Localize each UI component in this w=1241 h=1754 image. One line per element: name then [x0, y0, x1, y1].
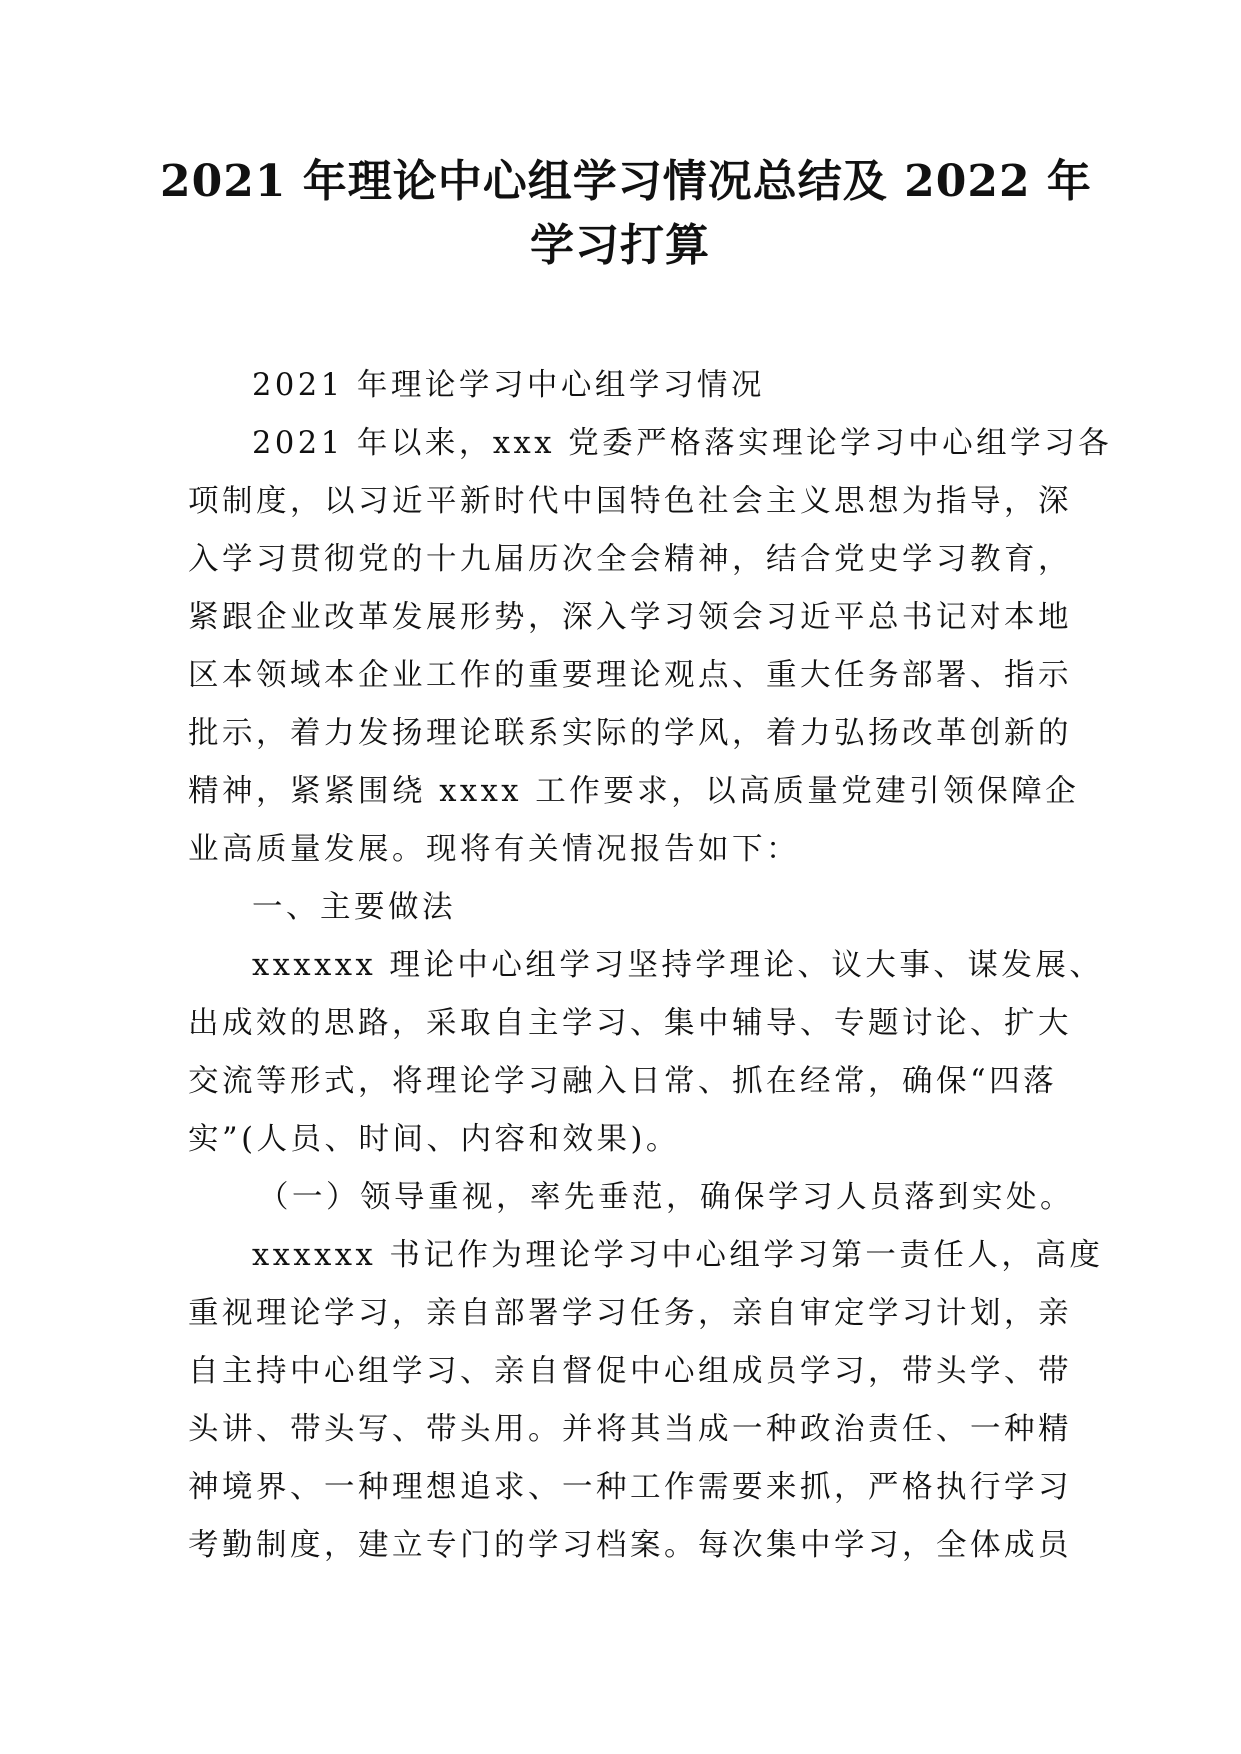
- paragraph-line: 出成效的思路，采取自主学习、集中辅导、专题讨论、扩大: [188, 1006, 1072, 1041]
- paragraph-line: 交流等形式，将理论学习融入日常、抓在经常，确保“四落: [188, 1064, 1058, 1099]
- paragraph-line: xxxxxx 理论中心组学习坚持学理论、议大事、谋发展、: [252, 948, 1104, 983]
- paragraph-line: 业高质量发展。现将有关情况报告如下：: [188, 832, 800, 867]
- paragraph-line: 项制度，以习近平新时代中国特色社会主义思想为指导，深: [188, 484, 1072, 519]
- section-heading-2021-study: 2021 年理论学习中心组学习情况: [252, 368, 765, 403]
- title-line-2: 学习打算: [530, 220, 710, 271]
- paragraph-line: 重视理论学习，亲自部署学习任务，亲自审定学习计划，亲: [188, 1296, 1072, 1331]
- paragraph-line: 精神，紧紧围绕 xxxx 工作要求，以高质量党建引领保障企: [188, 774, 1080, 809]
- paragraph-line: 神境界、一种理想追求、一种工作需要来抓，严格执行学习: [188, 1470, 1072, 1505]
- section-heading-main-practices: 一、主要做法: [252, 890, 456, 925]
- paragraph-line: xxxxxx 书记作为理论学习中心组学习第一责任人，高度: [252, 1238, 1104, 1273]
- document-body: [188, 357, 1113, 1575]
- title-line-1: 2021 年理论中心组学习情况总结及 2022 年: [160, 156, 1092, 207]
- paragraph-line: 自主持中心组学习、亲自督促中心组成员学习，带头学、带: [188, 1354, 1072, 1389]
- paragraph-line: 紧跟企业改革发展形势，深入学习领会习近平总书记对本地: [188, 600, 1072, 635]
- paragraph-line: 批示，着力发扬理论联系实际的学风，着力弘扬改革创新的: [188, 716, 1072, 751]
- document-title: [160, 150, 1092, 278]
- paragraph-line: 实”(人员、时间、内容和效果)。: [188, 1122, 680, 1157]
- paragraph-line: 考勤制度，建立专门的学习档案。每次集中学习，全体成员: [188, 1528, 1072, 1563]
- paragraph-line: 2021 年以来，xxx 党委严格落实理论学习中心组学习各: [252, 426, 1113, 461]
- subsection-heading-leadership: （一）领导重视，率先垂范，确保学习人员落到实处。: [258, 1180, 1074, 1215]
- paragraph-line: 区本领域本企业工作的重要理论观点、重大任务部署、指示: [188, 658, 1072, 693]
- paragraph-line: 入学习贯彻党的十九届历次全会精神，结合党史学习教育，: [188, 542, 1072, 577]
- paragraph-line: 头讲、带头写、带头用。并将其当成一种政治责任、一种精: [188, 1412, 1072, 1447]
